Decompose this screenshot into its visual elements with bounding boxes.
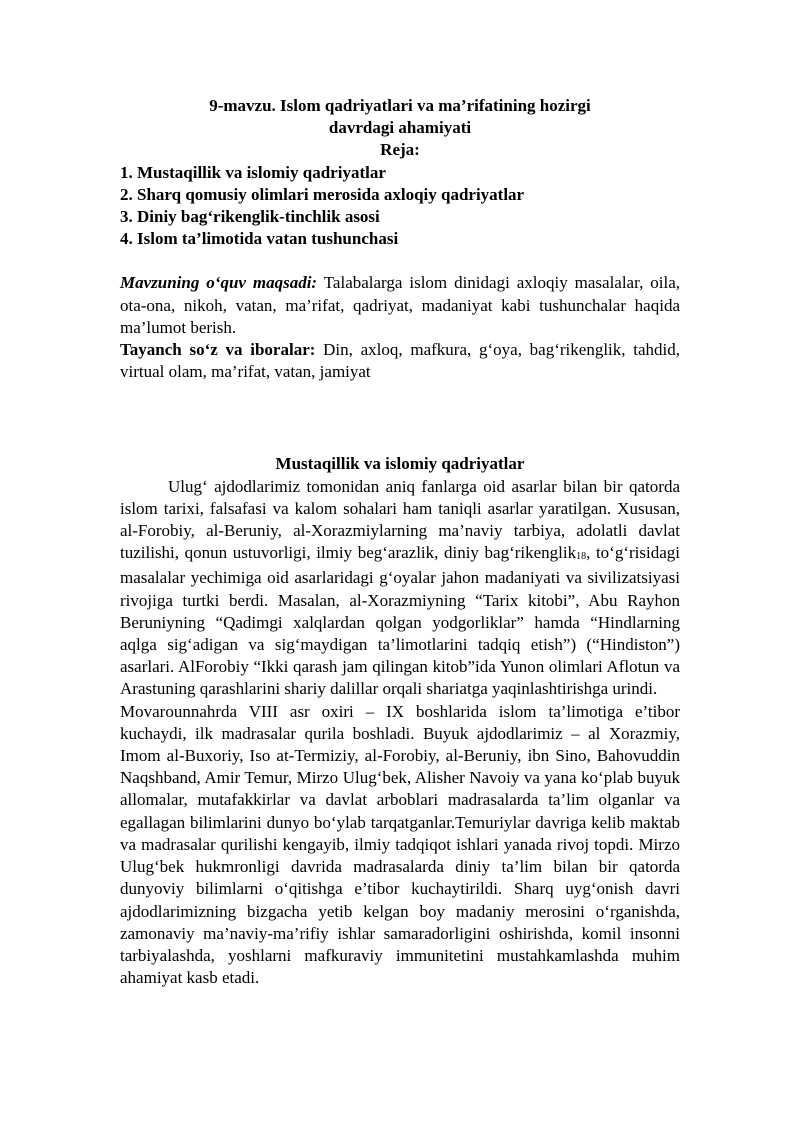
- p1-text-before: Ulug‘ ajdodlarimiz tomonidan aniq fanlarga oid asarlar bilan bir qatorda islom tarixi, falsafasi va kalom sohalari ham taniqli asarlar yaratilgan. Xususan, al-Forobiy, al-Beruniy, al-Xorazmiylarning ma’naviy tarbiya, adolatli davlat tuzilishi, qonun ustuvorligi, ilmiy beg‘arazlik, diniy bag‘rikenglik: [120, 476, 680, 563]
- title-line-2: davrdagi ahamiyati: [328, 118, 472, 138]
- goal-paragraph: [120, 272, 680, 339]
- reja-item: 4. Islom ta’limotida vatan tushunchasi: [120, 229, 399, 249]
- body-paragraph-1: [120, 476, 680, 701]
- reja-item: 3. Diniy bag‘rikenglik-tinchlik asosi: [120, 207, 380, 227]
- reja-heading: Reja:: [380, 140, 420, 160]
- keywords-paragraph: [120, 339, 680, 383]
- keywords-label: Tayanch so‘z va iboralar:: [120, 340, 316, 360]
- section-title: Mustaqillik va islomiy qadriyatlar: [275, 454, 525, 474]
- document-title: [120, 95, 680, 162]
- reja-item: 2. Sharq qomusiy olimlari merosida axloqiy qadriyatlar: [120, 184, 525, 204]
- p1-text-after: , to‘g‘risidagi masalalar yechimiga oid asarlaridagi g‘oyalar jahon madaniyati va sivilizatsiyasi rivojiga turtki berdi. Masalan, al-Xorazmiyning “Tarix kitobi”, Abu Rayhon Beruniyning “Qadimgi xalqlardan qolgan yodgorliklar” hamda “Hindlarning aqlga sig‘adigan va sig‘maydigan ta’limotlarini tadqiq etish”) (“Hindiston”) asarlari. AlForobiy “Ikki qarash jam qilingan kitob”ida Yunon olimlari Aflotun va Arastuning qarashlarini shariy dalillar orqali shariatga yaqinlashtirishga urindi.: [120, 543, 680, 699]
- reja-item: 1. Mustaqillik va islomiy qadriyatlar: [120, 162, 386, 182]
- keywords-text: Din, axloq, mafkura, g‘oya, bag‘rikenglik, tahdid, virtual olam, ma’rifat, vatan, jamiyat: [120, 340, 680, 382]
- spacer: [120, 250, 680, 272]
- document-page: [120, 95, 680, 989]
- title-line-1: 9-mavzu. Islom qadriyatlari va ma’rifatining hozirgi: [209, 96, 591, 115]
- footnote-ref: 18: [576, 551, 587, 563]
- goal-text: Talabalarga islom dinidagi axloqiy masalalar, oila, ota-ona, nikoh, vatan, ma’rifat, qadriyat, madaniyat kabi tushunchalar haqida ma’lumot berish.: [120, 273, 681, 337]
- reja-list: [120, 162, 680, 251]
- body-paragraph-2: Movarounnahrda VIII asr oxiri – IX boshlarida islom ta’limotiga e’tibor kuchaydi, ilk madrasalar qurila boshladi. Buyuk ajdodlarimiz – al Xorazmiy, Imom al-Buxoriy, Iso at-Termiziy, al-Forobiy, al-Beruniy, ibn Sino, Bahovuddin Naqshband, Amir Temur, Mirzo Ulug‘bek, Alisher Navoiy va yana ko‘plab buyuk allomalar, mutafakkirlar va davlat arboblari madrasalarda ta’lim olganlar va egallagan bilimlarini dunyo bo‘ylab tarqatganlar.Temuriylar davriga kelib maktab va madrasalar qurilishi kengayib, ilmiy tadqiqot ishlari yanada rivoj topdi. Mirzo Ulug‘bek hukmronligi davrida madrasalarda diniy ta’lim bilan bir qatorda dunyoviy bilimlarni o‘qitishga e’tibor kuchaytirildi. Sharq uyg‘onish davri ajdodlarimizning bizgacha yetib kelgan boy madaniy merosini o‘rganishda, zamonaviy ma’naviy-ma’rifiy ishlar samaradorligini oshirishda, komil insonni tarbiyalashda, yoshlarni mafkuraviy immunitetini mustahkamlashda muhim ahamiyat kasb etadi.: [120, 701, 680, 988]
- goal-label: Mavzuning o‘quv maqsadi:: [120, 273, 318, 293]
